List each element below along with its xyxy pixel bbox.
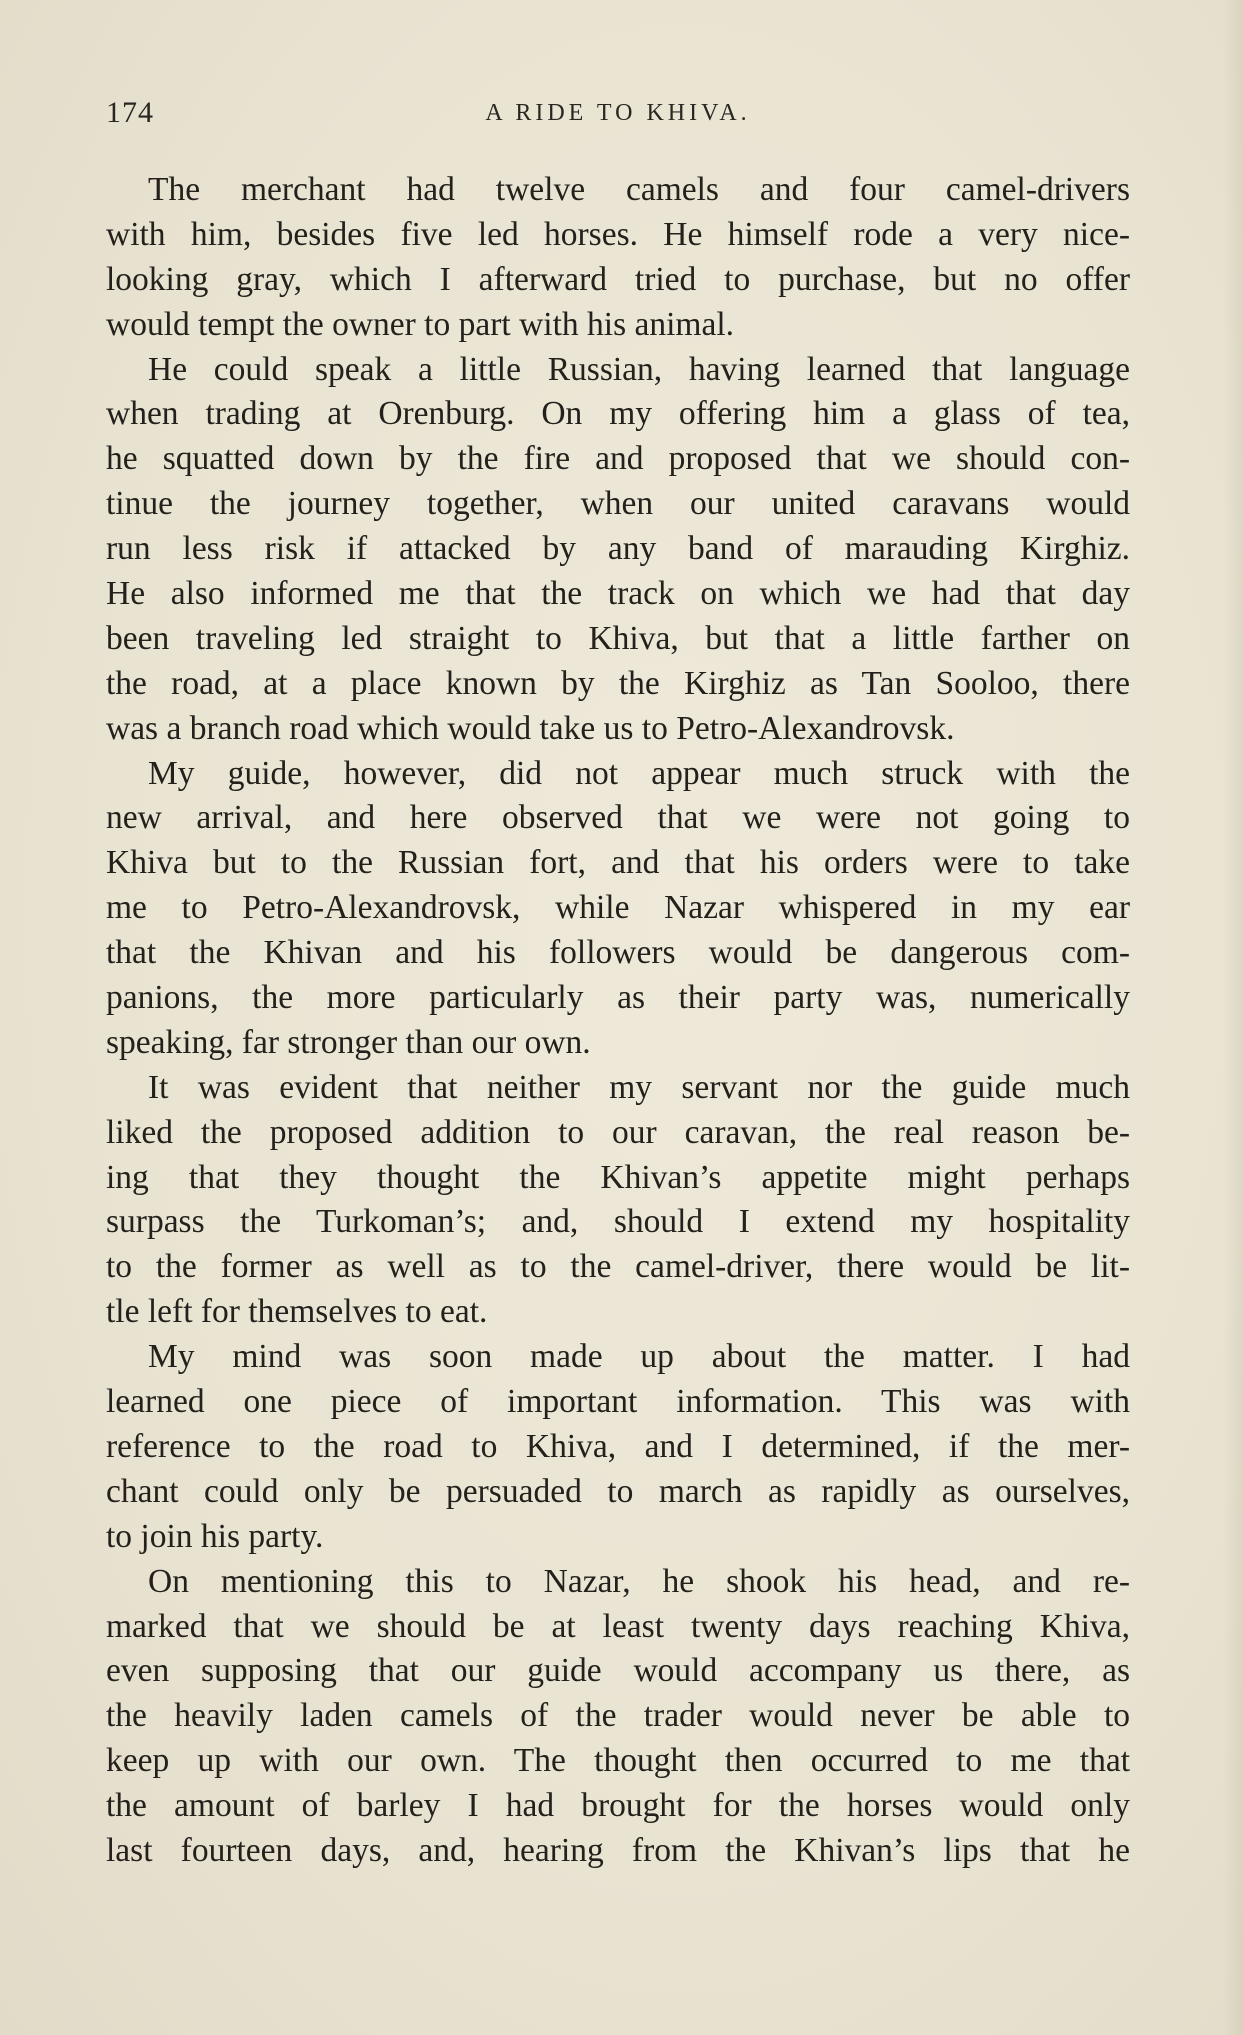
text-line: been traveling led straight to Khiva, but that a little farther on — [106, 619, 1130, 657]
text-line: learned one piece of important information. This was with — [106, 1383, 1130, 1421]
text-line: ing that they thought the Khivan’s appetite might perhaps — [106, 1158, 1130, 1196]
page-edge-shadow — [1223, 0, 1243, 2035]
running-title: A RIDE TO KHIVA. — [485, 100, 751, 126]
text-line: He also informed me that the track on which we had that day — [106, 575, 1130, 613]
text-line: The merchant had twelve camels and four camel-drivers — [148, 171, 1130, 208]
text-line: last fourteen days, and, hearing from the Khivan’s lips that he — [106, 1831, 1130, 1869]
text-line: looking gray, which I afterward tried to purchase, but no offer — [106, 260, 1130, 298]
text-line: to the former as well as to the camel-driver, there would be lit- — [106, 1248, 1130, 1286]
text-line: the road, at a place known by the Kirghiz as Tan Sooloo, there — [106, 664, 1130, 702]
page-number: 174 — [106, 96, 154, 129]
text-line: marked that we should be at least twenty days reaching Khiva, — [106, 1607, 1130, 1645]
text-line: On mentioning this to Nazar, he shook his head, and re- — [148, 1562, 1130, 1600]
text-line: panions, the more particularly as their party was, numerically — [106, 979, 1130, 1017]
text-line: keep up with our own. The thought then occurred to me that — [106, 1742, 1130, 1780]
text-line: tinue the journey together, when our united caravans would — [106, 485, 1130, 523]
text-line: would tempt the owner to part with his animal. — [106, 305, 735, 343]
text-line: the heavily laden camels of the trader would never be able to — [106, 1697, 1130, 1735]
text-line: It was evident that neither my servant nor the guide much — [148, 1068, 1130, 1106]
text-line: with him, besides five led horses. He himself rode a very nice- — [106, 215, 1130, 253]
text-line: he squatted down by the fire and proposed that we should con- — [106, 440, 1130, 478]
text-line: reference to the road to Khiva, and I determined, if the mer- — [106, 1427, 1130, 1465]
text-line: new arrival, and here observed that we were not going to — [106, 799, 1130, 837]
text-line: liked the proposed addition to our caravan, the real reason be- — [106, 1113, 1130, 1151]
text-line: to join his party. — [106, 1517, 324, 1555]
text-line: My guide, however, did not appear much struck with the — [148, 754, 1130, 792]
text-line: My mind was soon made up about the matter. I had — [148, 1338, 1130, 1376]
text-line: that the Khivan and his followers would be dangerous com- — [106, 934, 1130, 972]
text-line: chant could only be persuaded to march as rapidly as ourselves, — [106, 1472, 1130, 1510]
text-line: when trading at Orenburg. On my offering him a glass of tea, — [106, 395, 1130, 433]
text-line: even supposing that our guide would accompany us there, as — [106, 1652, 1130, 1690]
text-line: tle left for themselves to eat. — [106, 1293, 488, 1331]
body-text — [106, 168, 1130, 1874]
text-line: surpass the Turkoman’s; and, should I extend my hospitality — [106, 1203, 1130, 1241]
text-line: He could speak a little Russian, having learned that language — [148, 350, 1130, 388]
text-line: run less risk if attacked by any band of marauding Kirghiz. — [106, 530, 1130, 568]
text-line: speaking, far stronger than our own. — [106, 1023, 591, 1061]
text-line: Khiva but to the Russian fort, and that his orders were to take — [106, 844, 1130, 882]
text-line: the amount of barley I had brought for the horses would only — [106, 1787, 1130, 1825]
page-header — [106, 96, 1130, 140]
text-line: me to Petro-Alexandrovsk, while Nazar whispered in my ear — [106, 889, 1130, 927]
text-line: was a branch road which would take us to Petro-Alexandrovsk. — [106, 709, 955, 747]
